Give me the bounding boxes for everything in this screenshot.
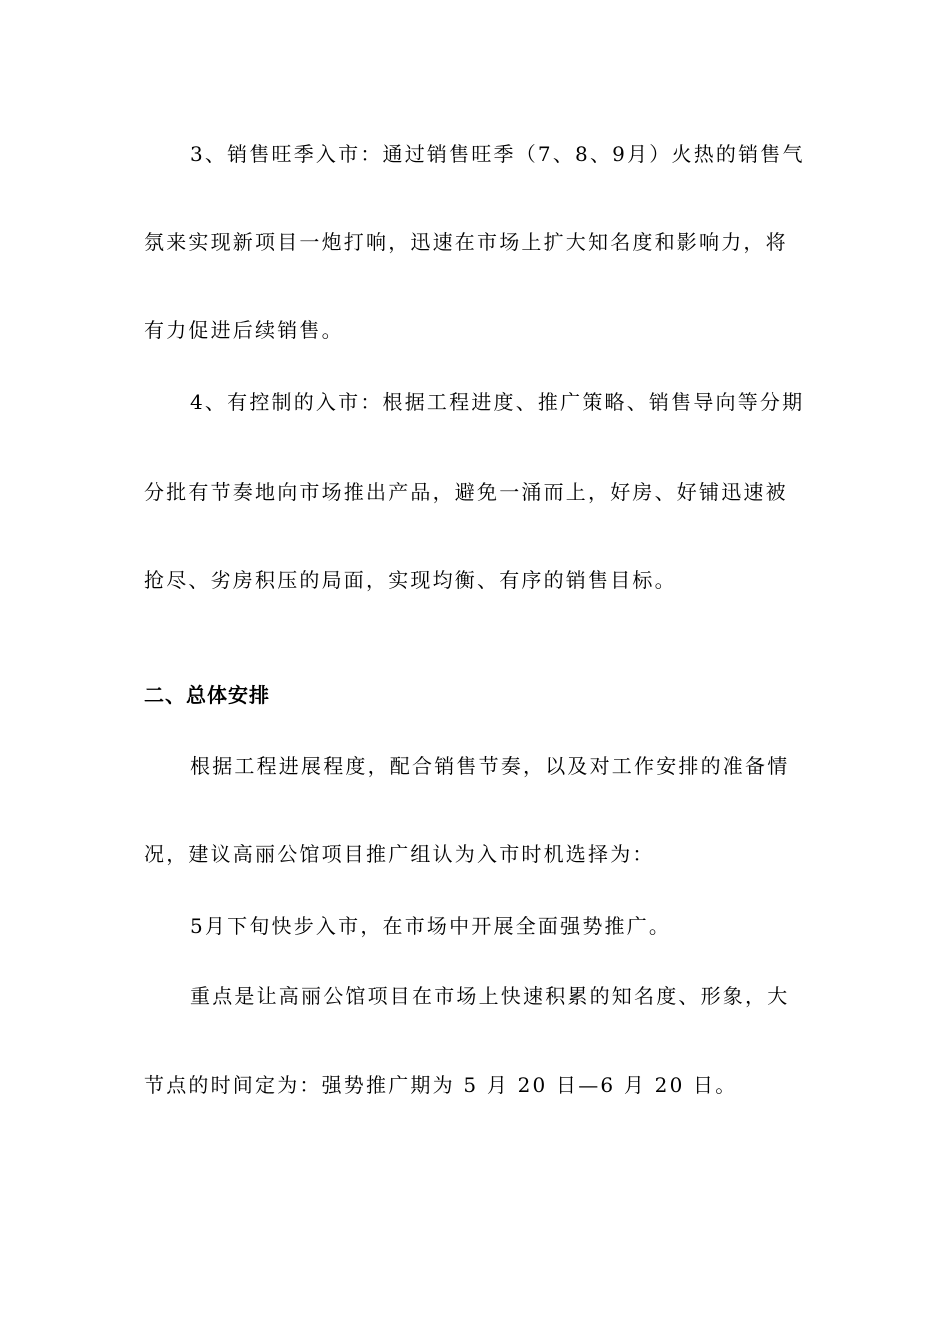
paragraph-4-line-2: 分批有节奏地向市场推出产品，避免一涌而上，好房、好铺迅速被 <box>144 480 788 504</box>
paragraph-4-line-3: 抢尽、劣房积压的局面，实现均衡、有序的销售目标。 <box>144 568 677 592</box>
section-heading: 二、总体安排 <box>144 683 270 707</box>
section-paragraph-3-line-1: 重点是让高丽公馆项目在市场上快速积累的知名度、形象，大 <box>190 984 790 1008</box>
section-paragraph-3-line-2: 节点的时间定为：强势推广期为 5 月 20 日—6 月 20 日。 <box>144 1073 738 1097</box>
section-paragraph-2-line-1: 5月下旬快步入市，在市场中开展全面强势推广。 <box>190 914 672 938</box>
section-paragraph-1-line-1: 根据工程进展程度，配合销售节奏，以及对工作安排的准备情 <box>190 754 790 778</box>
paragraph-3-line-2: 氛来实现新项目一炮打响，迅速在市场上扩大知名度和影响力，将 <box>144 230 788 254</box>
paragraph-3-line-1: 3、销售旺季入市：通过销售旺季（7、8、9月）火热的销售气 <box>190 142 805 166</box>
section-paragraph-1-line-2: 况，建议高丽公馆项目推广组认为入市时机选择为： <box>144 842 655 866</box>
paragraph-4-line-1: 4、有控制的入市：根据工程进度、推广策略、销售导向等分期 <box>190 390 805 414</box>
paragraph-3-line-3: 有力促进后续销售。 <box>144 318 344 342</box>
